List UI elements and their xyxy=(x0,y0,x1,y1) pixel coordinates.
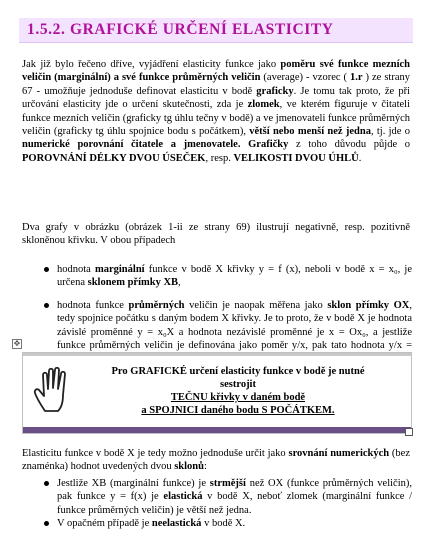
text: V opačném případě je xyxy=(57,518,152,530)
text: funkce v bodě X křivky y = f (x), neboli v bodě x = x₀, je určena xyxy=(57,264,412,289)
text: hodnota xyxy=(57,264,95,275)
text: Elasticitu funkce v bodě X je tedy možno jednoduše určit jako xyxy=(22,448,289,459)
bold-text: neelastická xyxy=(151,518,202,530)
section-heading-bar xyxy=(19,18,413,43)
callout-top-border xyxy=(23,353,411,356)
callout-box xyxy=(22,352,412,434)
bold-text: zlomek xyxy=(247,99,280,111)
text: veličin je naopak měřena jako xyxy=(184,299,328,311)
text: , xyxy=(178,277,181,289)
bold-text: průměrných xyxy=(128,299,185,311)
callout-bottom-border xyxy=(23,427,411,433)
bold-text: VELIKOSTI DVOU ÚHLŮ xyxy=(233,152,359,164)
text: z toho důvodu půjde o xyxy=(288,139,410,151)
paragraph-intro xyxy=(22,58,410,165)
paragraph-conclusion xyxy=(22,447,410,474)
text: (average) - vzorec ( xyxy=(260,72,350,84)
text: . xyxy=(358,152,362,164)
bold-text: numerické porovnání čitatele a jmenovatele. xyxy=(22,139,241,151)
text: . Je tomu tak proto, že při určování elasticity jde o určení skutečnosti, zda je xyxy=(22,85,410,111)
move-anchor-icon[interactable]: ✥ xyxy=(13,339,21,348)
callout-line: a SPOJNICI daného bodu S POČÁTKEM. xyxy=(141,405,335,416)
bold-text: graficky xyxy=(256,85,294,97)
bold-text: elastická xyxy=(163,491,203,503)
text: Jak již bylo řečeno dříve, vyjádření elasticity funkce jako xyxy=(22,59,281,70)
bold-text: marginální xyxy=(94,264,145,275)
bold-text: Grafičky xyxy=(248,139,289,151)
hand-icon xyxy=(31,365,77,415)
text: , tj. jde o xyxy=(370,126,410,138)
bold-text: strmější xyxy=(209,478,246,489)
bold-text: 1.r xyxy=(350,72,363,84)
bold-text: větší nebo menší než jedna xyxy=(249,126,371,138)
text: , tedy spojnice počátku s daným bodem X křivky. Je to proto, že v bodě X je hodnota závislé proměnné y = x₀X a hodnota nezávislé proměnné je x = Ox₀, a jestliže funkce průměrných veličin je definována jako poměr y/x, pak tato hodnota y/x = xyxy=(57,299,412,352)
text: Jestliže XB (marginální funkce) je xyxy=(57,478,210,489)
text: než OX (funkce průměrných veličin), pak funkce y = f(x) je xyxy=(57,478,412,503)
resize-handle[interactable] xyxy=(405,428,413,436)
bullet-list-slopes xyxy=(57,263,412,366)
bold-text: POROVNÁNÍ DÉLKY DVOU ÚSEČEK xyxy=(22,152,206,164)
list-item xyxy=(57,517,412,530)
text: (bez znaménka) hodnot uvedených dvou xyxy=(22,448,410,473)
text: v bodě X. xyxy=(201,518,246,530)
bullet-list-elasticity xyxy=(57,477,412,531)
paragraph-graphs: Dva grafy v obrázku (obrázek 1-ii ze strany 69) ilustrují negativně, resp. pozitivně skloněnou křivku. V obou případech xyxy=(22,222,410,247)
text: : xyxy=(204,461,207,473)
bold-text: sklonem přímky XB xyxy=(87,277,179,289)
text: , resp. xyxy=(205,152,234,164)
section-heading: 1.5.2. GRAFICKÉ URČENÍ ELASTICITY xyxy=(27,21,334,38)
text: ) ze strany 67 - umožňuje jednoduše definovat elasticitu v bodě xyxy=(22,72,410,97)
bold-text: sklonů xyxy=(174,461,204,473)
text: , ve kterém figuruje v čitateli funkce mezních veličin (graficky tg úhlu tečny v bodě) a ve jmenovateli funkce průměrných veličin (graficky tg úhlu spojnice bodu s počátkem), xyxy=(22,99,410,138)
bold-text: srovnání numerických xyxy=(288,448,390,459)
callout-line: Pro GRAFICKÉ určení elasticity funkce v bodě je nutné sestrojit xyxy=(111,366,365,390)
callout-text xyxy=(93,365,383,417)
callout-line: TEČNU křivky v daném bodě xyxy=(170,392,306,403)
bold-text: poměru své funkce mezních veličin (marginální) a své funkce průměrných veličin xyxy=(22,59,410,84)
bold-text: sklon přímky OX xyxy=(327,299,410,311)
list-item xyxy=(57,263,412,290)
text: v bodě X, neboť zlomek (marginální funkce / funkce průměrných veličin) je větší než jedna. xyxy=(57,491,413,516)
list-item xyxy=(57,477,412,517)
text: hodnota funkce xyxy=(57,299,129,311)
